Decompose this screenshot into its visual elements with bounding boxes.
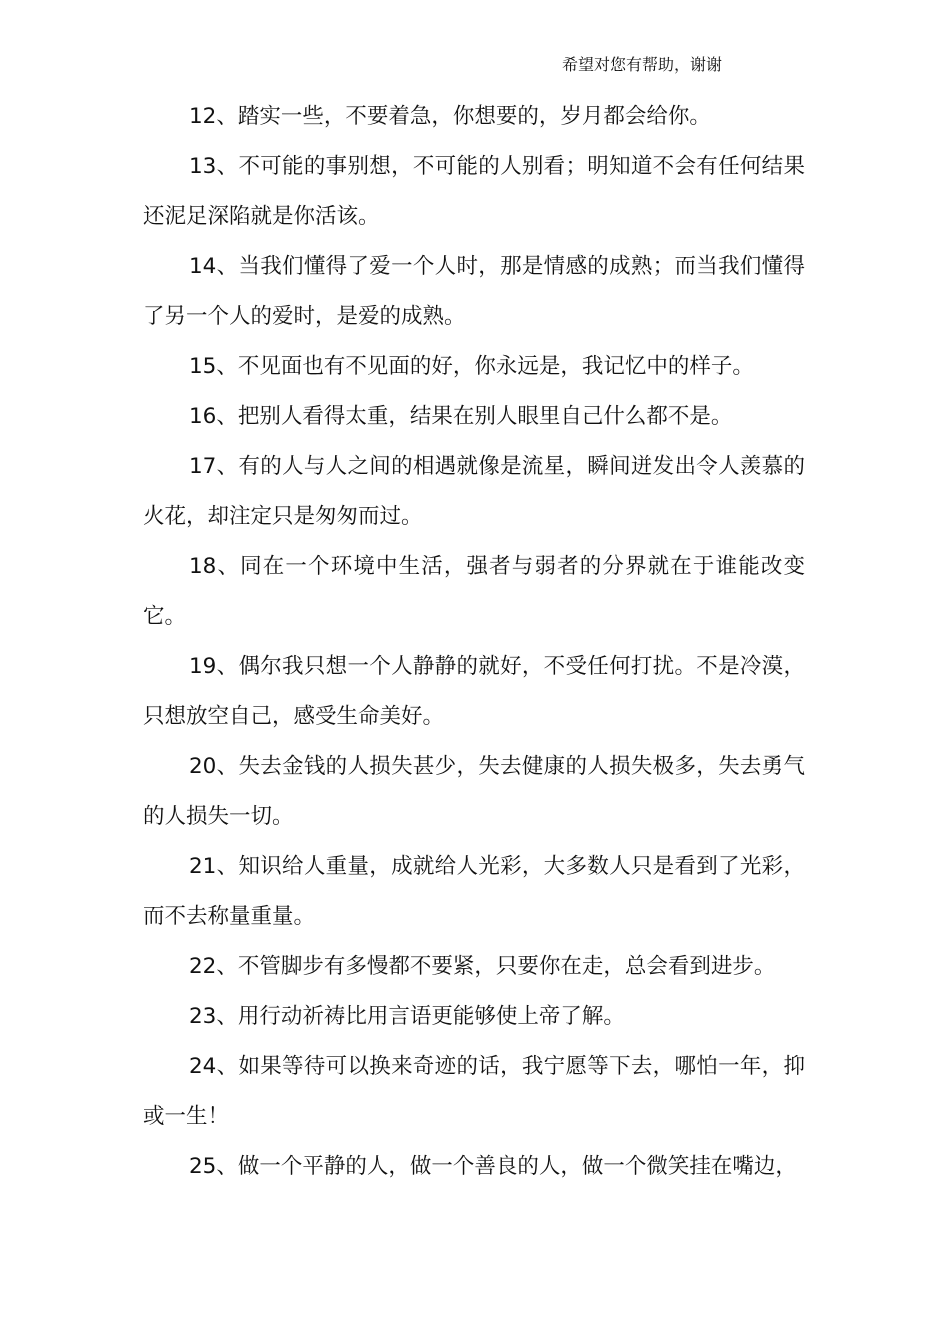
paragraph-17: 17、有的人与人之间的相遇就像是流星，瞬间迸发出令人羡慕的火花，却注定只是匆匆而过。 (143, 454, 805, 529)
paragraph-13: 13、不可能的事别想，不可能的人别看；明知道不会有任何结果还泥足深陷就是你活该。 (143, 154, 805, 229)
paragraph-22: 22、不管脚步有多慢都不要紧，只要你在走，总会看到进步。 (189, 954, 776, 979)
paragraph-24: 24、如果等待可以换来奇迹的话，我宁愿等下去，哪怕一年，抑或一生！ (143, 1054, 805, 1129)
paragraph-18: 18、同在一个环境中生活，强者与弱者的分界就在于谁能改变它。 (143, 554, 805, 629)
paragraph-20: 20、失去金钱的人损失甚少，失去健康的人损失极多，失去勇气的人损失一切。 (143, 754, 805, 829)
paragraph-12: 12、踏实一些，不要着急，你想要的，岁月都会给你。 (189, 104, 711, 129)
paragraph-25: 25、做一个平静的人，做一个善良的人，做一个微笑挂在嘴边， (189, 1154, 797, 1179)
paragraph-19: 19、偶尔我只想一个人静静的就好，不受任何打扰。不是冷漠，只想放空自己，感受生命美好。 (143, 654, 805, 729)
document-body (143, 92, 805, 1192)
paragraph-16: 16、把别人看得太重，结果在别人眼里自己什么都不是。 (189, 404, 733, 429)
paragraph-15: 15、不见面也有不见面的好，你永远是，我记忆中的样子。 (189, 354, 754, 379)
paragraph-14: 14、当我们懂得了爱一个人时，那是情感的成熟；而当我们懂得了另一个人的爱时，是爱的成熟。 (143, 254, 805, 329)
page-header-note: 希望对您有帮助，谢谢 (562, 55, 723, 74)
paragraph-23: 23、用行动祈祷比用言语更能够使上帝了解。 (189, 1004, 625, 1029)
paragraph-21: 21、知识给人重量，成就给人光彩，大多数人只是看到了光彩，而不去称量重量。 (143, 854, 805, 929)
